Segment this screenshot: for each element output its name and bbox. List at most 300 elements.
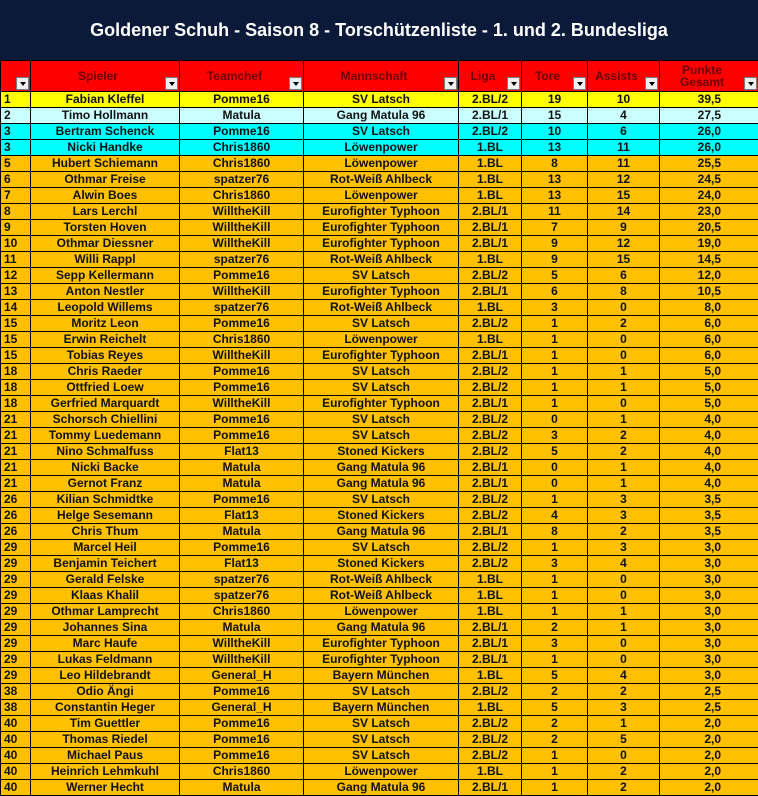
cell-tore[interactable]: 5: [522, 668, 588, 684]
cell-rank[interactable]: 21: [1, 428, 31, 444]
cell-rank[interactable]: 29: [1, 572, 31, 588]
cell-mannschaft[interactable]: Gang Matula 96: [304, 780, 459, 796]
table-row[interactable]: [1, 108, 758, 124]
cell-mannschaft[interactable]: SV Latsch: [304, 492, 459, 508]
table-row[interactable]: [1, 380, 758, 396]
filter-dropdown-icon[interactable]: [16, 77, 29, 90]
cell-punkte[interactable]: 23,0: [660, 204, 758, 220]
cell-tore[interactable]: 3: [522, 556, 588, 572]
cell-punkte[interactable]: 6,0: [660, 316, 758, 332]
cell-rank[interactable]: 21: [1, 444, 31, 460]
table-row[interactable]: [1, 268, 758, 284]
cell-teamchef[interactable]: WilltheKill: [180, 236, 304, 252]
cell-punkte[interactable]: 2,0: [660, 716, 758, 732]
cell-punkte[interactable]: 3,0: [660, 588, 758, 604]
cell-assists[interactable]: 0: [588, 396, 660, 412]
cell-mannschaft[interactable]: SV Latsch: [304, 364, 459, 380]
cell-rank[interactable]: 29: [1, 636, 31, 652]
cell-teamchef[interactable]: WilltheKill: [180, 220, 304, 236]
table-row[interactable]: [1, 492, 758, 508]
cell-mannschaft[interactable]: Rot-Weiß Ahlbeck: [304, 172, 459, 188]
cell-teamchef[interactable]: spatzer76: [180, 252, 304, 268]
cell-mannschaft[interactable]: Löwenpower: [304, 140, 459, 156]
cell-rank[interactable]: 40: [1, 732, 31, 748]
cell-assists[interactable]: 11: [588, 140, 660, 156]
cell-liga[interactable]: 1.BL: [459, 252, 522, 268]
table-row[interactable]: [1, 524, 758, 540]
cell-mannschaft[interactable]: Bayern München: [304, 668, 459, 684]
cell-assists[interactable]: 2: [588, 428, 660, 444]
cell-assists[interactable]: 1: [588, 620, 660, 636]
cell-teamchef[interactable]: Chris1860: [180, 332, 304, 348]
cell-teamchef[interactable]: Matula: [180, 460, 304, 476]
cell-spieler[interactable]: Michael Paus: [31, 748, 180, 764]
cell-liga[interactable]: 1.BL: [459, 172, 522, 188]
cell-liga[interactable]: 2.BL/2: [459, 92, 522, 108]
cell-spieler[interactable]: Nicki Handke: [31, 140, 180, 156]
cell-liga[interactable]: 2.BL/1: [459, 636, 522, 652]
cell-punkte[interactable]: 12,0: [660, 268, 758, 284]
cell-liga[interactable]: 1.BL: [459, 332, 522, 348]
cell-assists[interactable]: 4: [588, 556, 660, 572]
cell-liga[interactable]: 2.BL/2: [459, 716, 522, 732]
cell-liga[interactable]: 1.BL: [459, 604, 522, 620]
table-row[interactable]: [1, 316, 758, 332]
cell-rank[interactable]: 26: [1, 524, 31, 540]
cell-assists[interactable]: 4: [588, 108, 660, 124]
cell-rank[interactable]: 9: [1, 220, 31, 236]
cell-punkte[interactable]: 20,5: [660, 220, 758, 236]
cell-spieler[interactable]: Helge Sesemann: [31, 508, 180, 524]
cell-tore[interactable]: 15: [522, 108, 588, 124]
cell-rank[interactable]: 26: [1, 508, 31, 524]
cell-spieler[interactable]: Tobias Reyes: [31, 348, 180, 364]
cell-assists[interactable]: 10: [588, 92, 660, 108]
cell-rank[interactable]: 29: [1, 604, 31, 620]
cell-punkte[interactable]: 3,0: [660, 636, 758, 652]
cell-tore[interactable]: 2: [522, 732, 588, 748]
cell-assists[interactable]: 2: [588, 444, 660, 460]
cell-mannschaft[interactable]: Rot-Weiß Ahlbeck: [304, 252, 459, 268]
cell-mannschaft[interactable]: SV Latsch: [304, 428, 459, 444]
cell-rank[interactable]: 15: [1, 316, 31, 332]
table-row[interactable]: [1, 620, 758, 636]
cell-assists[interactable]: 2: [588, 684, 660, 700]
cell-assists[interactable]: 0: [588, 652, 660, 668]
cell-mannschaft[interactable]: Eurofighter Typhoon: [304, 396, 459, 412]
cell-teamchef[interactable]: Pomme16: [180, 716, 304, 732]
col-header-punkte[interactable]: Punkte Gesamt: [660, 61, 758, 92]
cell-tore[interactable]: 1: [522, 652, 588, 668]
cell-teamchef[interactable]: Pomme16: [180, 412, 304, 428]
cell-spieler[interactable]: Gernot Franz: [31, 476, 180, 492]
cell-spieler[interactable]: Thomas Riedel: [31, 732, 180, 748]
cell-spieler[interactable]: Leo Hildebrandt: [31, 668, 180, 684]
cell-spieler[interactable]: Leopold Willems: [31, 300, 180, 316]
cell-punkte[interactable]: 2,0: [660, 732, 758, 748]
cell-mannschaft[interactable]: SV Latsch: [304, 268, 459, 284]
cell-mannschaft[interactable]: Eurofighter Typhoon: [304, 236, 459, 252]
cell-punkte[interactable]: 27,5: [660, 108, 758, 124]
cell-spieler[interactable]: Fabian Kleffel: [31, 92, 180, 108]
cell-teamchef[interactable]: Pomme16: [180, 316, 304, 332]
cell-assists[interactable]: 14: [588, 204, 660, 220]
cell-tore[interactable]: 0: [522, 460, 588, 476]
cell-punkte[interactable]: 19,0: [660, 236, 758, 252]
cell-punkte[interactable]: 3,0: [660, 572, 758, 588]
cell-liga[interactable]: 2.BL/1: [459, 348, 522, 364]
cell-assists[interactable]: 8: [588, 284, 660, 300]
cell-punkte[interactable]: 2,5: [660, 700, 758, 716]
cell-teamchef[interactable]: WilltheKill: [180, 204, 304, 220]
cell-assists[interactable]: 0: [588, 572, 660, 588]
cell-teamchef[interactable]: WilltheKill: [180, 396, 304, 412]
cell-teamchef[interactable]: Chris1860: [180, 764, 304, 780]
cell-assists[interactable]: 2: [588, 524, 660, 540]
cell-teamchef[interactable]: General_H: [180, 700, 304, 716]
cell-punkte[interactable]: 6,0: [660, 332, 758, 348]
cell-spieler[interactable]: Gerald Felske: [31, 572, 180, 588]
cell-mannschaft[interactable]: Eurofighter Typhoon: [304, 636, 459, 652]
cell-spieler[interactable]: Othmar Diessner: [31, 236, 180, 252]
cell-assists[interactable]: 0: [588, 748, 660, 764]
cell-teamchef[interactable]: Pomme16: [180, 428, 304, 444]
cell-liga[interactable]: 1.BL: [459, 572, 522, 588]
cell-punkte[interactable]: 2,0: [660, 780, 758, 796]
cell-liga[interactable]: 1.BL: [459, 188, 522, 204]
cell-spieler[interactable]: Benjamin Teichert: [31, 556, 180, 572]
table-row[interactable]: [1, 172, 758, 188]
cell-mannschaft[interactable]: Stoned Kickers: [304, 556, 459, 572]
cell-tore[interactable]: 1: [522, 540, 588, 556]
cell-assists[interactable]: 0: [588, 300, 660, 316]
cell-spieler[interactable]: Marc Haufe: [31, 636, 180, 652]
cell-liga[interactable]: 2.BL/2: [459, 556, 522, 572]
col-header-assists[interactable]: Assists: [588, 61, 660, 92]
cell-liga[interactable]: 2.BL/1: [459, 652, 522, 668]
cell-mannschaft[interactable]: Gang Matula 96: [304, 524, 459, 540]
cell-rank[interactable]: 29: [1, 556, 31, 572]
cell-teamchef[interactable]: spatzer76: [180, 300, 304, 316]
cell-rank[interactable]: 18: [1, 364, 31, 380]
cell-liga[interactable]: 2.BL/2: [459, 508, 522, 524]
cell-tore[interactable]: 5: [522, 268, 588, 284]
cell-mannschaft[interactable]: Löwenpower: [304, 604, 459, 620]
cell-tore[interactable]: 13: [522, 188, 588, 204]
cell-spieler[interactable]: Kilian Schmidtke: [31, 492, 180, 508]
cell-teamchef[interactable]: Flat13: [180, 444, 304, 460]
cell-mannschaft[interactable]: Gang Matula 96: [304, 460, 459, 476]
cell-mannschaft[interactable]: Rot-Weiß Ahlbeck: [304, 572, 459, 588]
cell-liga[interactable]: 2.BL/2: [459, 684, 522, 700]
table-row[interactable]: [1, 364, 758, 380]
cell-mannschaft[interactable]: Bayern München: [304, 700, 459, 716]
cell-tore[interactable]: 2: [522, 684, 588, 700]
cell-punkte[interactable]: 2,5: [660, 684, 758, 700]
cell-liga[interactable]: 2.BL/2: [459, 444, 522, 460]
cell-liga[interactable]: 2.BL/1: [459, 284, 522, 300]
cell-teamchef[interactable]: Flat13: [180, 556, 304, 572]
cell-tore[interactable]: 1: [522, 604, 588, 620]
cell-punkte[interactable]: 3,0: [660, 540, 758, 556]
cell-spieler[interactable]: Lars Lerchl: [31, 204, 180, 220]
table-row[interactable]: [1, 332, 758, 348]
cell-spieler[interactable]: Schorsch Chiellini: [31, 412, 180, 428]
table-row[interactable]: [1, 300, 758, 316]
cell-assists[interactable]: 1: [588, 476, 660, 492]
cell-rank[interactable]: 6: [1, 172, 31, 188]
cell-punkte[interactable]: 3,0: [660, 620, 758, 636]
cell-rank[interactable]: 3: [1, 140, 31, 156]
cell-rank[interactable]: 15: [1, 348, 31, 364]
cell-mannschaft[interactable]: Löwenpower: [304, 764, 459, 780]
cell-spieler[interactable]: Othmar Freise: [31, 172, 180, 188]
cell-assists[interactable]: 1: [588, 604, 660, 620]
cell-tore[interactable]: 7: [522, 220, 588, 236]
cell-teamchef[interactable]: Matula: [180, 620, 304, 636]
table-row[interactable]: [1, 748, 758, 764]
cell-liga[interactable]: 2.BL/1: [459, 396, 522, 412]
table-row[interactable]: [1, 236, 758, 252]
cell-spieler[interactable]: Othmar Lamprecht: [31, 604, 180, 620]
cell-punkte[interactable]: 14,5: [660, 252, 758, 268]
cell-spieler[interactable]: Torsten Hoven: [31, 220, 180, 236]
cell-mannschaft[interactable]: Eurofighter Typhoon: [304, 652, 459, 668]
cell-spieler[interactable]: Timo Hollmann: [31, 108, 180, 124]
cell-tore[interactable]: 9: [522, 236, 588, 252]
cell-teamchef[interactable]: Chris1860: [180, 604, 304, 620]
cell-liga[interactable]: 1.BL: [459, 156, 522, 172]
cell-teamchef[interactable]: Chris1860: [180, 156, 304, 172]
cell-assists[interactable]: 0: [588, 588, 660, 604]
cell-tore[interactable]: 0: [522, 412, 588, 428]
cell-spieler[interactable]: Chris Raeder: [31, 364, 180, 380]
cell-tore[interactable]: 8: [522, 524, 588, 540]
cell-assists[interactable]: 15: [588, 188, 660, 204]
filter-dropdown-icon[interactable]: [573, 77, 586, 90]
cell-liga[interactable]: 2.BL/2: [459, 428, 522, 444]
cell-assists[interactable]: 0: [588, 636, 660, 652]
cell-rank[interactable]: 15: [1, 332, 31, 348]
cell-liga[interactable]: 2.BL/2: [459, 380, 522, 396]
cell-punkte[interactable]: 3,0: [660, 668, 758, 684]
cell-spieler[interactable]: Chris Thum: [31, 524, 180, 540]
cell-tore[interactable]: 2: [522, 716, 588, 732]
table-row[interactable]: [1, 556, 758, 572]
table-row[interactable]: [1, 396, 758, 412]
cell-liga[interactable]: 2.BL/2: [459, 492, 522, 508]
cell-assists[interactable]: 1: [588, 716, 660, 732]
cell-assists[interactable]: 4: [588, 668, 660, 684]
cell-rank[interactable]: 29: [1, 588, 31, 604]
cell-assists[interactable]: 5: [588, 732, 660, 748]
cell-spieler[interactable]: Heinrich Lehmkuhl: [31, 764, 180, 780]
cell-tore[interactable]: 1: [522, 572, 588, 588]
cell-mannschaft[interactable]: Löwenpower: [304, 332, 459, 348]
cell-spieler[interactable]: Ottfried Loew: [31, 380, 180, 396]
col-header-rank[interactable]: [1, 61, 31, 92]
cell-tore[interactable]: 1: [522, 380, 588, 396]
cell-spieler[interactable]: Bertram Schenck: [31, 124, 180, 140]
cell-liga[interactable]: 2.BL/2: [459, 412, 522, 428]
cell-spieler[interactable]: Moritz Leon: [31, 316, 180, 332]
cell-tore[interactable]: 5: [522, 444, 588, 460]
cell-teamchef[interactable]: WilltheKill: [180, 652, 304, 668]
cell-liga[interactable]: 2.BL/2: [459, 316, 522, 332]
table-row[interactable]: [1, 204, 758, 220]
table-row[interactable]: [1, 732, 758, 748]
cell-rank[interactable]: 40: [1, 780, 31, 796]
cell-tore[interactable]: 1: [522, 748, 588, 764]
table-row[interactable]: [1, 780, 758, 796]
cell-assists[interactable]: 12: [588, 236, 660, 252]
cell-teamchef[interactable]: Pomme16: [180, 268, 304, 284]
cell-punkte[interactable]: 4,0: [660, 460, 758, 476]
cell-tore[interactable]: 1: [522, 348, 588, 364]
table-row[interactable]: [1, 652, 758, 668]
cell-mannschaft[interactable]: Löwenpower: [304, 188, 459, 204]
cell-assists[interactable]: 6: [588, 268, 660, 284]
cell-liga[interactable]: 2.BL/1: [459, 108, 522, 124]
cell-teamchef[interactable]: Pomme16: [180, 540, 304, 556]
cell-rank[interactable]: 38: [1, 684, 31, 700]
cell-mannschaft[interactable]: Eurofighter Typhoon: [304, 220, 459, 236]
cell-rank[interactable]: 29: [1, 620, 31, 636]
cell-mannschaft[interactable]: SV Latsch: [304, 316, 459, 332]
cell-assists[interactable]: 2: [588, 780, 660, 796]
filter-dropdown-icon[interactable]: [507, 77, 520, 90]
cell-tore[interactable]: 1: [522, 316, 588, 332]
cell-punkte[interactable]: 39,5: [660, 92, 758, 108]
cell-tore[interactable]: 4: [522, 508, 588, 524]
cell-tore[interactable]: 1: [522, 364, 588, 380]
cell-assists[interactable]: 0: [588, 332, 660, 348]
cell-mannschaft[interactable]: Gang Matula 96: [304, 476, 459, 492]
table-row[interactable]: [1, 252, 758, 268]
cell-tore[interactable]: 5: [522, 700, 588, 716]
cell-spieler[interactable]: Willi Rappl: [31, 252, 180, 268]
cell-assists[interactable]: 2: [588, 764, 660, 780]
cell-teamchef[interactable]: spatzer76: [180, 588, 304, 604]
cell-rank[interactable]: 29: [1, 652, 31, 668]
cell-teamchef[interactable]: WilltheKill: [180, 348, 304, 364]
cell-rank[interactable]: 29: [1, 540, 31, 556]
col-header-spieler[interactable]: Spieler: [31, 61, 180, 92]
cell-liga[interactable]: 2.BL/2: [459, 268, 522, 284]
cell-spieler[interactable]: Alwin Boes: [31, 188, 180, 204]
col-header-teamchef[interactable]: Teamchef: [180, 61, 304, 92]
cell-punkte[interactable]: 4,0: [660, 428, 758, 444]
cell-punkte[interactable]: 26,0: [660, 124, 758, 140]
cell-punkte[interactable]: 3,0: [660, 556, 758, 572]
cell-rank[interactable]: 29: [1, 668, 31, 684]
cell-spieler[interactable]: Marcel Heil: [31, 540, 180, 556]
cell-assists[interactable]: 1: [588, 380, 660, 396]
cell-punkte[interactable]: 26,0: [660, 140, 758, 156]
filter-dropdown-icon[interactable]: [289, 77, 302, 90]
cell-assists[interactable]: 15: [588, 252, 660, 268]
cell-punkte[interactable]: 5,0: [660, 380, 758, 396]
cell-punkte[interactable]: 24,0: [660, 188, 758, 204]
cell-mannschaft[interactable]: Rot-Weiß Ahlbeck: [304, 300, 459, 316]
cell-teamchef[interactable]: Matula: [180, 780, 304, 796]
cell-liga[interactable]: 2.BL/1: [459, 220, 522, 236]
cell-assists[interactable]: 12: [588, 172, 660, 188]
cell-liga[interactable]: 2.BL/1: [459, 476, 522, 492]
cell-assists[interactable]: 3: [588, 700, 660, 716]
cell-tore[interactable]: 1: [522, 396, 588, 412]
cell-mannschaft[interactable]: SV Latsch: [304, 732, 459, 748]
cell-teamchef[interactable]: Flat13: [180, 508, 304, 524]
cell-tore[interactable]: 3: [522, 636, 588, 652]
table-row[interactable]: [1, 668, 758, 684]
col-header-tore[interactable]: Tore: [522, 61, 588, 92]
col-header-mannschaft[interactable]: Mannschaft: [304, 61, 459, 92]
cell-liga[interactable]: 2.BL/2: [459, 364, 522, 380]
table-row[interactable]: [1, 156, 758, 172]
cell-teamchef[interactable]: Matula: [180, 476, 304, 492]
cell-teamchef[interactable]: spatzer76: [180, 172, 304, 188]
cell-rank[interactable]: 21: [1, 460, 31, 476]
cell-rank[interactable]: 14: [1, 300, 31, 316]
cell-tore[interactable]: 1: [522, 332, 588, 348]
table-row[interactable]: [1, 124, 758, 140]
cell-tore[interactable]: 8: [522, 156, 588, 172]
cell-assists[interactable]: 3: [588, 540, 660, 556]
table-row[interactable]: [1, 716, 758, 732]
table-row[interactable]: [1, 348, 758, 364]
cell-assists[interactable]: 2: [588, 316, 660, 332]
cell-spieler[interactable]: Nino Schmalfuss: [31, 444, 180, 460]
cell-teamchef[interactable]: Pomme16: [180, 124, 304, 140]
cell-spieler[interactable]: Gerfried Marquardt: [31, 396, 180, 412]
table-row[interactable]: [1, 476, 758, 492]
cell-punkte[interactable]: 3,5: [660, 492, 758, 508]
cell-liga[interactable]: 2.BL/1: [459, 460, 522, 476]
table-row[interactable]: [1, 764, 758, 780]
cell-punkte[interactable]: 10,5: [660, 284, 758, 300]
cell-rank[interactable]: 18: [1, 396, 31, 412]
cell-spieler[interactable]: Hubert Schiemann: [31, 156, 180, 172]
col-header-liga[interactable]: Liga: [459, 61, 522, 92]
cell-teamchef[interactable]: WilltheKill: [180, 284, 304, 300]
cell-liga[interactable]: 2.BL/2: [459, 732, 522, 748]
cell-rank[interactable]: 12: [1, 268, 31, 284]
cell-spieler[interactable]: Lukas Feldmann: [31, 652, 180, 668]
cell-liga[interactable]: 1.BL: [459, 588, 522, 604]
cell-mannschaft[interactable]: Gang Matula 96: [304, 620, 459, 636]
cell-spieler[interactable]: Constantin Heger: [31, 700, 180, 716]
cell-assists[interactable]: 1: [588, 460, 660, 476]
cell-teamchef[interactable]: Pomme16: [180, 92, 304, 108]
cell-mannschaft[interactable]: SV Latsch: [304, 92, 459, 108]
cell-mannschaft[interactable]: SV Latsch: [304, 716, 459, 732]
cell-assists[interactable]: 3: [588, 508, 660, 524]
cell-mannschaft[interactable]: Löwenpower: [304, 156, 459, 172]
cell-rank[interactable]: 11: [1, 252, 31, 268]
cell-spieler[interactable]: Erwin Reichelt: [31, 332, 180, 348]
cell-assists[interactable]: 3: [588, 492, 660, 508]
cell-tore[interactable]: 1: [522, 780, 588, 796]
cell-mannschaft[interactable]: SV Latsch: [304, 124, 459, 140]
cell-rank[interactable]: 40: [1, 764, 31, 780]
cell-mannschaft[interactable]: Rot-Weiß Ahlbeck: [304, 588, 459, 604]
cell-rank[interactable]: 2: [1, 108, 31, 124]
table-row[interactable]: [1, 540, 758, 556]
cell-tore[interactable]: 19: [522, 92, 588, 108]
table-row[interactable]: [1, 140, 758, 156]
cell-assists[interactable]: 11: [588, 156, 660, 172]
